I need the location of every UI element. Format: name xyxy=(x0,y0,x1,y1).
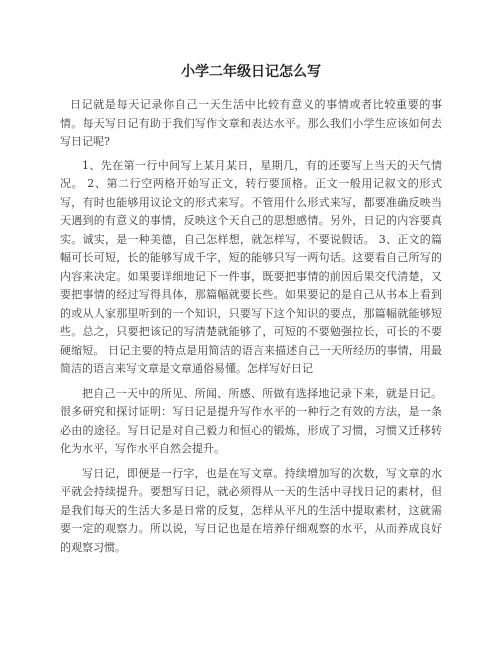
document-body xyxy=(60,96,442,557)
observation-paragraph: 写日记，即便是一行字，也是在写文章。持续增加写的次数，写文章的水平就会持续提升。要想写日记，就必须得从一天的生活中寻找日记的素材，但是我们每天的生活大多是日常的反复，怎样从平凡的生活中提取素材，这就需要一定的观察力。所以说，写日记也是在培养仔细观察的水平，从而养成良好的观察习惯。 xyxy=(60,466,442,554)
steps-paragraph: 1、先在第一行中间写上某月某日，星期几，有的还要写上当天的天气情况。 2、第二行空两格开始写正文，转行要顶格。正文一般用记叙文的形式写，有时也能够用议论文的形式来写。不管用什么形式来写，都要准确反映当天遇到的有意义的事情，反映这个天自己的思想感情。另外，日记的内容要真实。诚实，是一种美德，自己怎样想，就怎样写，不要说假话。 3、正文的篇幅可长可短，长的能够写成千字，短的能够只写一两句话。这要看自己所写的内容来决定。如果要详细地记下一件事，既要把事情的前因后果交代清楚，又要把事情的经过写得具体，那篇幅就要长些。如果要记的是自己从书本上看到的或从人家那里听到的一个知识，只要写下这个知识的要点，那篇幅就能够短些。总之，只要把该记的写清楚就能够了，可短的不要勉强拉长，可长的不要硬缩短。 日记主要的特点是用简洁的语言来描述自己一天所经历的事情，用最简洁的语言来写文章是文章通俗易懂。怎样写好日记 xyxy=(60,158,442,375)
document-title: 小学二年级日记怎么写 xyxy=(181,64,321,80)
intro-paragraph: 日记就是每天记录你自己一天生活中比较有意义的事情或者比较重要的事情。每天写日记有助于我们写作文章和表达水平。那么我们小学生应该如何去写日记呢? xyxy=(60,98,442,148)
method-paragraph: 把自己一天中的所见、所闻、所感、所做有选择地记录下来，就是日记。很多研究和探讨证明：写日记是提升写作水平的一种行之有效的方法，是一条必由的途径。写日记是对自己毅力和恒心的锻炼，形成了习惯，习惯又迁移转化为水平，写作水平自然会提升。 xyxy=(60,386,442,455)
